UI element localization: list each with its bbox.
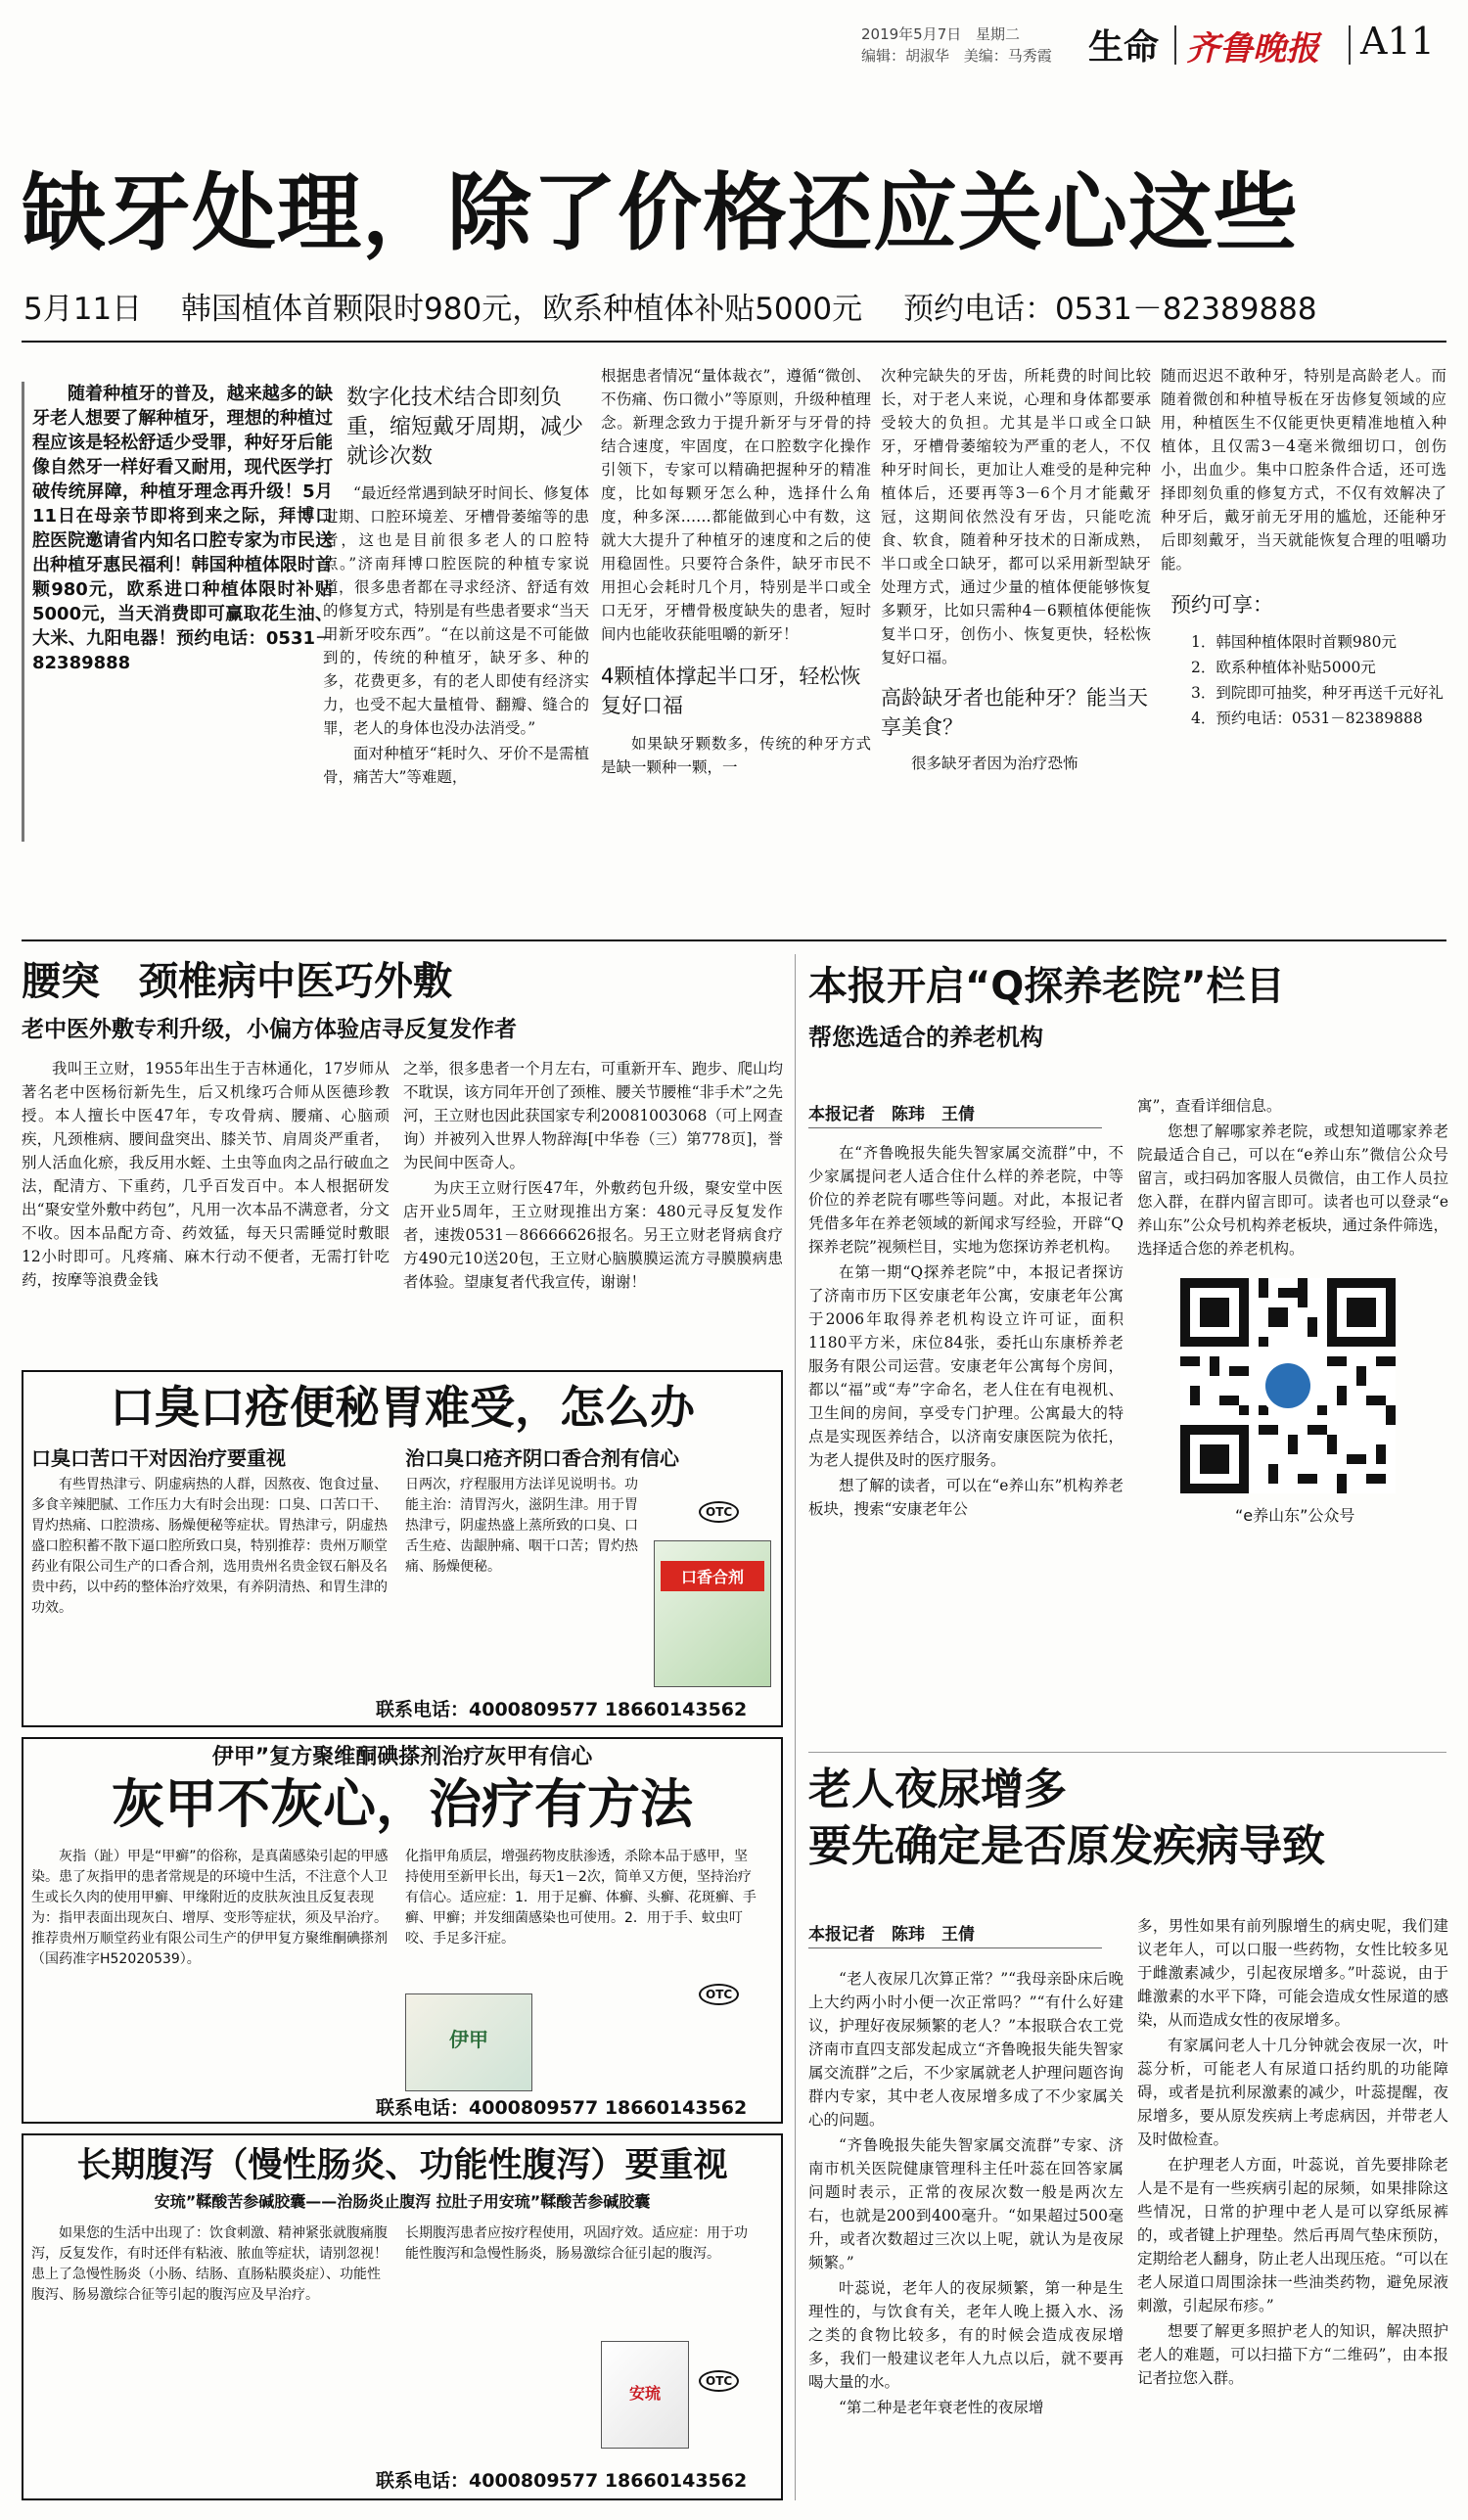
- ad3-right-body: 长期腹泻患者应按疗程使用，巩固疗效。适应症：用于功能性腹泻和急慢性肠炎，肠易激综合征引起的腹泻。: [405, 2225, 748, 2262]
- lead-col2-p2: 如果缺牙颗数多，传统的种牙方式是缺一颗种一颗，一: [601, 735, 871, 776]
- ad3-left: [31, 2223, 393, 2439]
- ad3-product-name: 安琉: [628, 2384, 661, 2403]
- ad3-subtitle: 安琉”鞣酸苦参碱胶囊——治肠炎止腹泻 拉肚子用安琉”鞣酸苦参碱胶囊: [154, 2192, 651, 2211]
- ad1-left-head: 口臭口苦口干对因治疗要重视: [31, 1446, 286, 1470]
- paper-logo: 齐鲁晚报: [1186, 29, 1319, 69]
- tcm-col2-text: 之举，很多患者一个月左右，可重新开车、跑步、爬山均不耽误，该方同年开创了颈椎、腰关节腰椎“非手术”之先河，王立财也因此获国家专利20081003068（可上网查询）并被列入世界人物辞海[中华卷（三）第778页]，誉为民间中医奇人。: [403, 1060, 783, 1171]
- night-col1-p1: “老人夜尿几次算正常？”“我母亲卧床后晚上大约两小时小便一次正常吗？”“有什么好建议，护理好夜尿频繁的老人？”本报联合农工党济南市直四支部发起成立“齐鲁晚报失能失智家属交流群”之后，不少家属就老人护理问题咨询群内专家，其中老人夜尿增多成了不少家属关心的问题。: [808, 1970, 1124, 2129]
- ad3-contact: 联系电话：4000809577 18660143562: [376, 2470, 748, 2492]
- night-col2-p1: 多，男性如果有前列腺增生的病史呢，我们建议老年人，可以口服一些药物，女性比较多见于雌激素减少，引起夜尿增多。”叶蕊说，由于雌激素的水平下降，可能会造成女性尿道的感染，从而造成女性的夜尿增多。: [1137, 1917, 1448, 2029]
- lead-col4-p1: 随而迟迟不敢种牙，特别是高龄老人。而随着微创和种植导板在牙齿修复领域的应用，种植医生不仅能更快更精准地植入种植体，且仅需3－4毫米微细切口，创伤小，出血少。集中口腔条件合适，还可选择即刻负重的修复方式，不仅有效解决了种牙后，戴牙前无牙用的尴尬，还能种牙后即刻戴牙，当天就能恢复合理的咀嚼功能。: [1161, 367, 1446, 573]
- tcm-headline: 腰突 颈椎病中医巧外敷: [22, 958, 452, 1004]
- ad2-product-name: 伊甲: [449, 2028, 488, 2051]
- ad2-top: 伊甲”复方聚维酮碘搽剂治疗灰甲有信心: [211, 1745, 593, 1769]
- ad3-title: 长期腹泻（慢性肠炎、功能性腹泻）要重视: [76, 2146, 728, 2185]
- ad1-right: [405, 1443, 775, 1586]
- tcm-col-2: [403, 1057, 783, 1360]
- qr-code-pattern: [1180, 1278, 1396, 1493]
- lead-col3-subhead: 高龄缺牙者也能种牙？能当天享美食？: [881, 686, 1148, 739]
- ad1-product-name: 口香合剂: [661, 1561, 764, 1591]
- ad-nail: [22, 1737, 783, 2124]
- lead-intro: 随着种植牙的普及，越来越多的缺牙老人想要了解种植牙，理想的种植过程应该是轻松舒适少受罪，种好牙后能像自然牙一样好看又耐用，现代医学打破传统屏障，种植牙理念再升级！5月11日在母亲节即将到来之际，拜博口腔医院邀请省内知名口腔专家为市民送出种植牙惠民福利！韩国种植体限时首颗980元，欧系进口种植体限时补贴5000元，当天消费即可赢取花生油、大米、九阳电器！预约电话：0531－82389888: [32, 384, 333, 673]
- masthead: [0, 0, 1468, 78]
- tcm-col-1: [22, 1057, 390, 1360]
- tcm-subhead: 老中医外敷专利升级，小偏方体验店寻反复发作者: [22, 1017, 517, 1042]
- weekday-text: 星期二: [976, 25, 1021, 43]
- ad2-left: [31, 1847, 393, 2082]
- lead-intro-box: [22, 382, 333, 842]
- lead-col2-subhead: 4颗植体撑起半口牙，轻松恢复好口福: [601, 664, 861, 717]
- lead-sub-phone: 预约电话：0531－82389888: [902, 292, 1317, 327]
- lead-col-2: [601, 364, 871, 844]
- qtan-headline: 本报开启“Q探养老院”栏目: [808, 964, 1285, 1009]
- masthead-credits: [861, 45, 1052, 66]
- ad2-right-body: 化指甲角质层，增强药物皮肤渗透，杀除本品于感甲，坚持使用至新甲长出，每天1－2次，简单又方便，坚持治疗有信心。适应症：1．用于足癣、体癣、头癣、花斑癣、手癣、甲癣；并发细菌感染也可使用。2．用于手、蚊虫叮咬、手足多汗症。: [405, 1849, 757, 1947]
- date-text: 2019年5月7日: [861, 25, 962, 43]
- night-col1-p3: 叶蕊说，老年人的夜尿频繁，第一种是生理性的，与饮食有关，老年人晚上摄入水、汤之类的食物比较多，有的时候会造成夜尿增多，我们一般建议老年人九点以后，就不要再喝大量的水。: [808, 2279, 1124, 2391]
- lead-col3-p2: 很多缺牙者因为治疗恐怖: [911, 755, 1078, 772]
- lead-col1-p1: “最近经常遇到缺牙时间长、修复体过期、口腔环境差、牙槽骨萎缩等的患者，这也是目前很多老人的口腔特点。”济南拜博口腔医院的种植专家说道，很多患者都在寻求经济、舒适有效的修复方式，特别是有些患者要求“当天用新牙咬东西”。“在以前这是不可能做到的，传统的种植牙，缺牙多、种的多，花费更多，有的老人即使有经济实力，也受不起大量植骨、翻瓣、缝合的罪，老人的身体也没办法消受。”: [323, 484, 589, 737]
- page-number: A11: [1360, 20, 1435, 63]
- rule-under-subline: [22, 341, 1446, 343]
- qtan-col-2: [1137, 1094, 1448, 1720]
- ad3-product-image: [601, 2341, 689, 2449]
- ad2-product-image: [405, 1993, 532, 2091]
- lead-col1-p2: 面对种植牙“耗时久、牙价不是需植骨，痛苦大”等难题，: [323, 745, 589, 786]
- lead-col-4: [1161, 364, 1446, 844]
- ad1-right-body: 日两次，疗程服用方法详见说明书。功能主治：清胃泻火，滋阴生津。用于胃热津亏，阴虚热盛上蒸所致的口臭、口舌生疮、齿龈肿痛、咽干口苦；胃灼热痛、肠燥便秘。: [405, 1477, 638, 1575]
- ad1-left-body: 有些胃热津亏、阴虚病热的人群，因熬夜、饱食过量、多食辛辣肥腻、工作压力大有时会出现：口臭、口苦口干、胃灼热痛、口腔溃疡、肠燥便秘等症状。胃热津亏，阴虚热盛口腔积蓄不散下逼口腔所致口臭，特别推荐：贵州万顺堂药业有限公司生产的口香合剂，选用贵州名贵金钗石斛及名贵中药，以中药的整体治疗效果，有养阴清热、和胃生津的功效。: [31, 1477, 388, 1616]
- ad1-right-head: 治口臭口疮齐阴口香合剂有信心: [405, 1446, 679, 1470]
- ad1-product-image: [654, 1540, 771, 1687]
- lead-col2-p1: 根据患者情况“量体裁衣”，遵循“微创、不伤痛、伤口微小”等原则，升级种植理念。新理念致力于提升新牙与牙骨的持结合速度，牢固度，在口腔数字化操作引领下，专家可以精确把握种牙的精准度，比如每颗牙怎么种，选择什么角度，种多深……都能做到心中有数，这就大大提升了种植牙的速度和之后的使用稳固性。只要符合条件，缺牙市民不用担心会耗时几个月，特别是半口或全口无牙，牙槽骨极度缺失的患者，短时间内也能收获能咀嚼的新牙！: [601, 367, 871, 643]
- qtan-col1-p1: 在“齐鲁晚报失能失智家属交流群”中，不少家属提问老人适合住什么样的养老院，中等价位的养老院有哪些等问题。对此，本报记者凭借多年在养老领域的新闻求写经验，开辟“Q探养老院”视频栏目，实地为您探访养老机构。: [808, 1144, 1124, 1256]
- editor-text: 编辑：胡淑华: [861, 47, 950, 65]
- divider-1: [1174, 25, 1176, 65]
- qtan-col1-p2: 在第一期“Q探养老院”中，本报记者探访了济南市历下区安康老年公寓，安康老年公寓于2006年取得养老机构设立许可证，面积1180平方米，床位84张，委托山东康桥养老服务有限公司运营。安康老年公寓每个房间，都以“福”或“寿”字命名，老人住在有电视机、卫生间的房间，享受专门护理。公寓最大的特点是实现医养结合，以济南安康医院为依托，为老人提供及时的医疗服务。: [808, 1263, 1124, 1469]
- night-col-2: [1137, 1914, 1448, 2503]
- ad3-otc-badge: OTC: [699, 2370, 739, 2392]
- rule-under-lead: [22, 939, 1446, 941]
- night-col1-p4: “第二种是老年衰老性的夜尿增: [839, 2399, 1044, 2416]
- night-headline-1: 老人夜尿增多: [808, 1764, 1067, 1814]
- qtan-subhead: 帮您选适合的养老机构: [808, 1024, 1043, 1051]
- masthead-date: [861, 23, 1020, 44]
- qtan-col1-p3: 想了解的读者，可以在“e养山东”机构养老板块，搜索“安康老年公: [808, 1477, 1124, 1518]
- lead-col-1: [323, 376, 589, 846]
- ad2-otc-badge: OTC: [699, 1984, 739, 2005]
- night-col2-p4: 想要了解更多照护老人的知识，解决照护老人的难题，可以扫描下方“二维码”，由本报记者拉您入群。: [1137, 2322, 1448, 2387]
- ad3-left-body: 如果您的生活中出现了：饮食刺激、精神紧张就腹痛腹泻，反复发作，有时还伴有粘液、脓血等症状，请别忽视！患上了急慢性肠炎（小肠、结肠、直肠粘膜炎症）、功能性腹泻、肠易激综合征等引起的腹泻应及早治疗。: [31, 2225, 388, 2303]
- qr-code-image[interactable]: [1180, 1278, 1396, 1493]
- lead-col4-item-3: 3．到院即可抽奖，种牙再送千元好礼: [1191, 684, 1444, 702]
- ad2-contact: 联系电话：4000809577 18660143562: [376, 2097, 748, 2119]
- lead-col4-item-4: 4．预约电话：0531－82389888: [1191, 710, 1423, 727]
- lead-col-3: [881, 364, 1151, 844]
- ad3-right: [405, 2223, 775, 2403]
- tcm-col1-text: 我叫王立财，1955年出生于吉林通化，17岁师从著名老中医杨衍新先生，后又机缘巧合师从医德珍教授。本人擅长中医47年，专攻骨病、腰痛、心脑顽疾，凡颈椎病、腰间盘突出、膝关节、肩周炎严重者，别人活血化瘀，我反用水蛭、土虫等血肉之品行破血之法，配清方、下重药，几乎百发百中。本人根据研发出“聚安堂外敷中药包”，凡用一次本品不满意者，分文不收。因本品配方奇、药效猛，每天只需睡觉时敷眼12小时即可。凡疼痛、麻木行动不便者，无需打针吃药，按摩等浪费金钱: [22, 1060, 390, 1289]
- night-col2-p2: 有家属问老人十几分钟就会夜尿一次，叶蕊分析，可能老人有尿道口括约肌的功能障碍，或者是抗利尿激素的减少，叶蕊提醒，夜尿增多，要从原发疾病上考虑病因，并带老人及时做检查。: [1137, 2037, 1448, 2148]
- ad2-right: [405, 1847, 775, 2051]
- qtan-byline: 本报记者 陈玮 王倩: [808, 1105, 975, 1124]
- rule-under-qtan: [808, 1752, 1446, 1753]
- ad-diarrhea: [22, 2133, 783, 2500]
- qtan-col-1: [808, 1141, 1124, 1709]
- night-col-1: [808, 1967, 1124, 2503]
- ad1-contact: 联系电话：4000809577 18660143562: [376, 1699, 748, 1720]
- lead-sub-date: 5月11日: [23, 292, 143, 327]
- lead-col4-subhead: 预约可享：: [1170, 593, 1273, 617]
- night-col2-p3: 在护理老人方面，叶蕊说，首先要排除老人是不是有一些疾病引起的尿频，如果排除这些情况，日常的护理中老人是可以穿纸尿裤的，或者键上护理垫。然后再周气垫床预防，定期给老人翻身，防止老人出现压疮。“可以在老人尿道口周围涂抹一些油类药物，避免尿液刺激，引起尿布疹。”: [1137, 2156, 1448, 2314]
- night-byline: 本报记者 陈玮 王倩: [808, 1925, 975, 1945]
- qtan-byline-rule: [808, 1127, 1102, 1128]
- lead-col1-subhead: 数字化技术结合即刻负重，缩短戴牙周期，减少就诊次数: [346, 386, 584, 469]
- qr-caption: “e养山东”公众号: [1235, 1506, 1355, 1525]
- column-divider: [795, 954, 796, 2500]
- tcm-col2b-text: 为庆王立财行医47年，外敷药包升级，聚安堂中医店开业5周年，王立财现推出方案：480元寻反复发作者，速拨0531－86666626报名。另王立财老肾病食疗方490元10送20包，王立财心脑膜膜运流方寻膜膜病患者体验。望康复者代我宣传，谢谢！: [403, 1179, 783, 1291]
- ad-mouth: [22, 1370, 783, 1727]
- lead-sub-text: 韩国植体首颗限时980元，欧系种植体补贴5000元: [181, 292, 863, 327]
- ad1-otc-badge: OTC: [699, 1501, 739, 1523]
- qtan-col2-p2: 您想了解哪家养老院，或想知道哪家养老院最适合自己，可以在“e养山东”微信公众号留言，或扫码加客服人员微信，由工作人员拉您入群，在群内留言即可。读者也可以登录“e养山东”公众号机构养老板块，通过条件筛选，选择适合您的养老机构。: [1137, 1123, 1448, 1258]
- night-col1-p2: “齐鲁晚报失能失智家属交流群”专家、济南市机关医院健康管理科主任叶蕊在回答家属问题时表示，正常的夜尿次数一般是两次左右，也就是200到400毫升。“如果超过500毫升，或者次数超过三次以上呢，就认为是夜尿频繁。”: [808, 2136, 1124, 2271]
- divider-2: [1349, 25, 1351, 65]
- ad2-left-body: 灰指（趾）甲是“甲癣”的俗称，是真菌感染引起的甲感染。患了灰指甲的患者常规是的环境中生活，不注意个人卫生或长久肉的使用甲癣、甲缘附近的皮肤灰浊且反复表现为：指甲表面出现灰白、增厚、变形等症状，须及早治疗。推荐贵州万顺堂药业有限公司生产的伊甲复方聚维酮碘搽剂（国药准字H52020539）。: [31, 1849, 389, 1967]
- night-headline-2: 要先确定是否原发疾病导致: [808, 1821, 1325, 1871]
- designer-text: 美编：马秀霞: [963, 47, 1052, 65]
- night-byline-rule: [808, 1947, 1102, 1948]
- ad1-title: 口臭口疮便秘胃难受，怎么办: [110, 1381, 695, 1434]
- lead-headline: 缺牙处理，除了价格还应关心这些: [22, 164, 1299, 262]
- section-name: 生命: [1088, 27, 1160, 68]
- qtan-col2-p1: 寓”，查看详细信息。: [1137, 1097, 1282, 1115]
- ad2-title: 灰甲不灰心，治疗有方法: [112, 1772, 693, 1835]
- lead-col3-p1: 次种完缺失的牙齿，所耗费的时间比较长，对于老人来说，心理和身体都要承受较大的负担。尤其是半口或全口缺牙，牙槽骨萎缩较为严重的老人，不仅种牙时间长，更加让人难受的是种完种植体后，还要再等3－6个月才能戴牙冠，这期间依然没有牙齿，只能吃流食、软食，随着种牙技术的日渐成熟，半口或全口缺牙，都可以采用新型缺牙处理方式，通过少量的植体便能够恢复多颗牙，比如只需种4－6颗植体便能恢复半口牙，创伤小、恢复更快，轻松恢复好口福。: [881, 367, 1151, 666]
- lead-col4-item-2: 2．欧系种植体补贴5000元: [1191, 659, 1376, 676]
- lead-col4-item-1: 1．韩国种植体限时首颗980元: [1191, 633, 1397, 651]
- lead-subline: [23, 290, 1452, 329]
- ad1-left: [31, 1443, 393, 1695]
